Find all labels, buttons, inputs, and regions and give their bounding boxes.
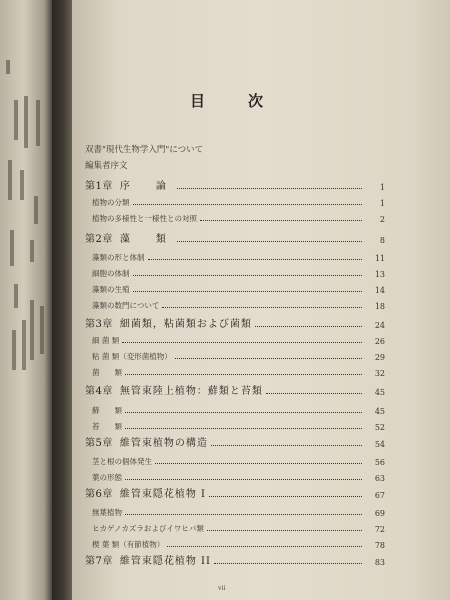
chapter-number: 第1章 [85,181,113,192]
page-number: 83 [374,558,385,567]
toc-section[interactable] [0,520,450,534]
page-number: 56 [374,458,385,467]
dot-leader [200,220,362,221]
section-title: 茎と根の個体発生 [92,457,152,466]
dot-leader [211,445,362,446]
dot-leader [214,563,362,564]
page-number: 13 [374,270,385,279]
section-title: 楔 葉 類（有節植物） [92,540,165,549]
toc-section[interactable] [0,297,450,311]
toc-section[interactable] [0,504,450,518]
folio: vii [218,584,226,592]
page-title: 目 次 [190,92,278,110]
page-number: 29 [374,353,385,362]
dot-leader [177,241,362,242]
toc-chapter-6[interactable] [0,486,450,500]
toc-section[interactable] [0,364,450,378]
section-title: 苔 類 [92,422,122,431]
dot-leader [167,546,362,547]
section-title: 菌 類 [92,368,122,377]
page-number: 1 [379,183,385,192]
section-title: 蘚 類 [92,406,122,415]
chapter-number: 第4章 [85,386,113,397]
page-number: 45 [374,407,385,416]
page-number: 11 [374,254,385,263]
dot-leader [155,463,362,464]
page-number: 26 [374,337,385,346]
section-title: 粘 菌 類（変形菌植物） [92,352,172,361]
toc-section[interactable] [0,348,450,362]
page-number: 54 [374,440,385,449]
dot-leader [266,393,362,394]
toc-section[interactable] [0,469,450,483]
toc-section[interactable] [0,453,450,467]
dot-leader [148,259,363,260]
toc-section[interactable] [0,194,450,208]
chapter-title: 無管束陸上植物：蘚類と苔類 [119,386,263,397]
dot-leader [125,514,362,515]
dot-leader [133,204,363,205]
page-number: 72 [374,525,385,534]
section-title: 葉の形態 [92,473,122,482]
chapter-title: 藻 類 [119,234,174,245]
toc-section[interactable] [0,210,450,224]
section-title: 藻類の数門について [92,301,160,310]
toc-chapter-3[interactable] [0,316,450,330]
dot-leader [125,374,362,375]
intro-editor-preface: 編集者序文 [85,161,128,171]
page-number: 67 [374,491,385,500]
page-number: 8 [379,236,385,245]
section-title: 藻類の形と体制 [92,253,145,262]
dot-leader [209,496,362,497]
page-number: 1 [379,199,385,208]
section-title: 植物の多様性と一様性との対照 [92,214,197,223]
toc-section[interactable] [0,249,450,263]
dot-leader [175,358,362,359]
toc-chapter-1[interactable] [0,178,450,192]
chapter-number: 第6章 [85,489,113,500]
chapter-number: 第5章 [85,438,113,449]
section-title: 細 菌 類 [92,336,120,345]
dot-leader [122,342,362,343]
dot-leader [207,530,362,531]
chapter-title: 維管束植物の構造 [119,438,208,449]
toc-chapter-5[interactable] [0,435,450,449]
page-number: 32 [374,369,385,378]
dot-leader [255,326,362,327]
toc-section[interactable] [0,402,450,416]
toc-section[interactable] [0,281,450,295]
section-title: 藻類の生殖 [92,285,130,294]
toc-chapter-4[interactable] [0,383,450,397]
section-title: 無葉植物 [92,508,122,517]
dot-leader [177,188,362,189]
chapter-title: 維管束隠花植物 II [119,556,211,567]
section-title: ヒカゲノカズラおよびイワヒバ類 [92,524,204,533]
page-number: 18 [374,302,385,311]
chapter-number: 第3章 [85,319,113,330]
toc-section[interactable] [0,418,450,432]
page-number: 78 [374,541,385,550]
dot-leader [125,479,362,480]
dot-leader [125,412,362,413]
page-number: 14 [374,286,385,295]
dot-leader [162,307,362,308]
page-number: 24 [374,321,385,330]
toc-chapter-7[interactable] [0,553,450,567]
section-title: 植物の分類 [92,198,130,207]
page-number: 52 [374,423,385,432]
chapter-title: 細菌類，粘菌類および菌類 [119,319,252,330]
chapter-title: 序 論 [119,181,174,192]
toc-chapter-2[interactable] [0,231,450,245]
page-number: 69 [374,509,385,518]
toc-section[interactable] [0,536,450,550]
chapter-title: 維管束隠花植物 I [119,489,207,500]
toc-section[interactable] [0,332,450,346]
section-title: 細胞の体制 [92,269,130,278]
intro-series-note: 双書"現代生物学入門"について [85,145,204,155]
dot-leader [133,275,363,276]
page-number: 45 [374,388,385,397]
chapter-number: 第7章 [85,556,113,567]
chapter-number: 第2章 [85,234,113,245]
toc-section[interactable] [0,265,450,279]
dot-leader [133,291,363,292]
dot-leader [125,428,362,429]
page-number: 63 [374,474,385,483]
page-number: 2 [379,215,385,224]
